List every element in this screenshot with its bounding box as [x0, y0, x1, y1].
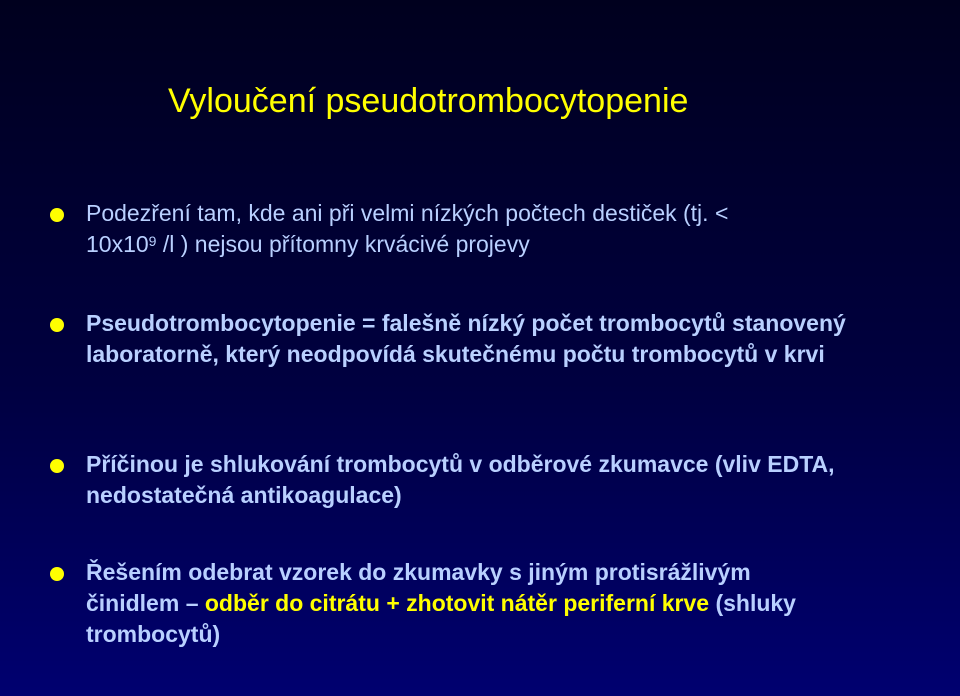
bullet-4-line-2-post: (shluky — [709, 590, 796, 616]
bullet-4-line-2-pre: činidlem – — [86, 590, 205, 616]
bullet-text-4 — [86, 557, 936, 650]
bullet-1-line-2-pre: 10x10 — [86, 231, 149, 257]
bullet-1-line-2-post: /l ) nejsou přítomny krvácivé projevy — [156, 231, 530, 257]
bullet-dot-icon — [50, 567, 64, 581]
bullet-4-highlight: odběr do citrátu + zhotovit nátěr periferní krve — [204, 590, 710, 616]
slide-title: Vyloučení pseudotrombocytopenie — [168, 82, 689, 120]
bullet-text-3: Příčinou je shlukování trombocytů v odběrové zkumavce (vliv EDTA, nedostatečná antikoagulace) — [86, 451, 835, 508]
bullet-4-line-1: Řešením odebrat vzorek do zkumavky s jiným protisrážlivým — [86, 559, 751, 585]
bullet-1-exponent: 9 — [148, 233, 157, 249]
bullet-dot-icon — [50, 208, 64, 222]
bullet-dot-icon — [50, 318, 64, 332]
bullet-text-1 — [86, 198, 936, 260]
bullet-text-2: Pseudotrombocytopenie = falešně nízký počet trombocytů stanovený laboratorně, který neodpovídá skutečnému počtu trombocytů v krvi — [86, 310, 846, 367]
bullet-1-line-1: Podezření tam, kde ani při velmi nízkých počtech destiček (tj. < — [86, 200, 729, 226]
bullet-dot-icon — [50, 459, 64, 473]
bullet-4-line-3: trombocytů) — [86, 621, 221, 647]
